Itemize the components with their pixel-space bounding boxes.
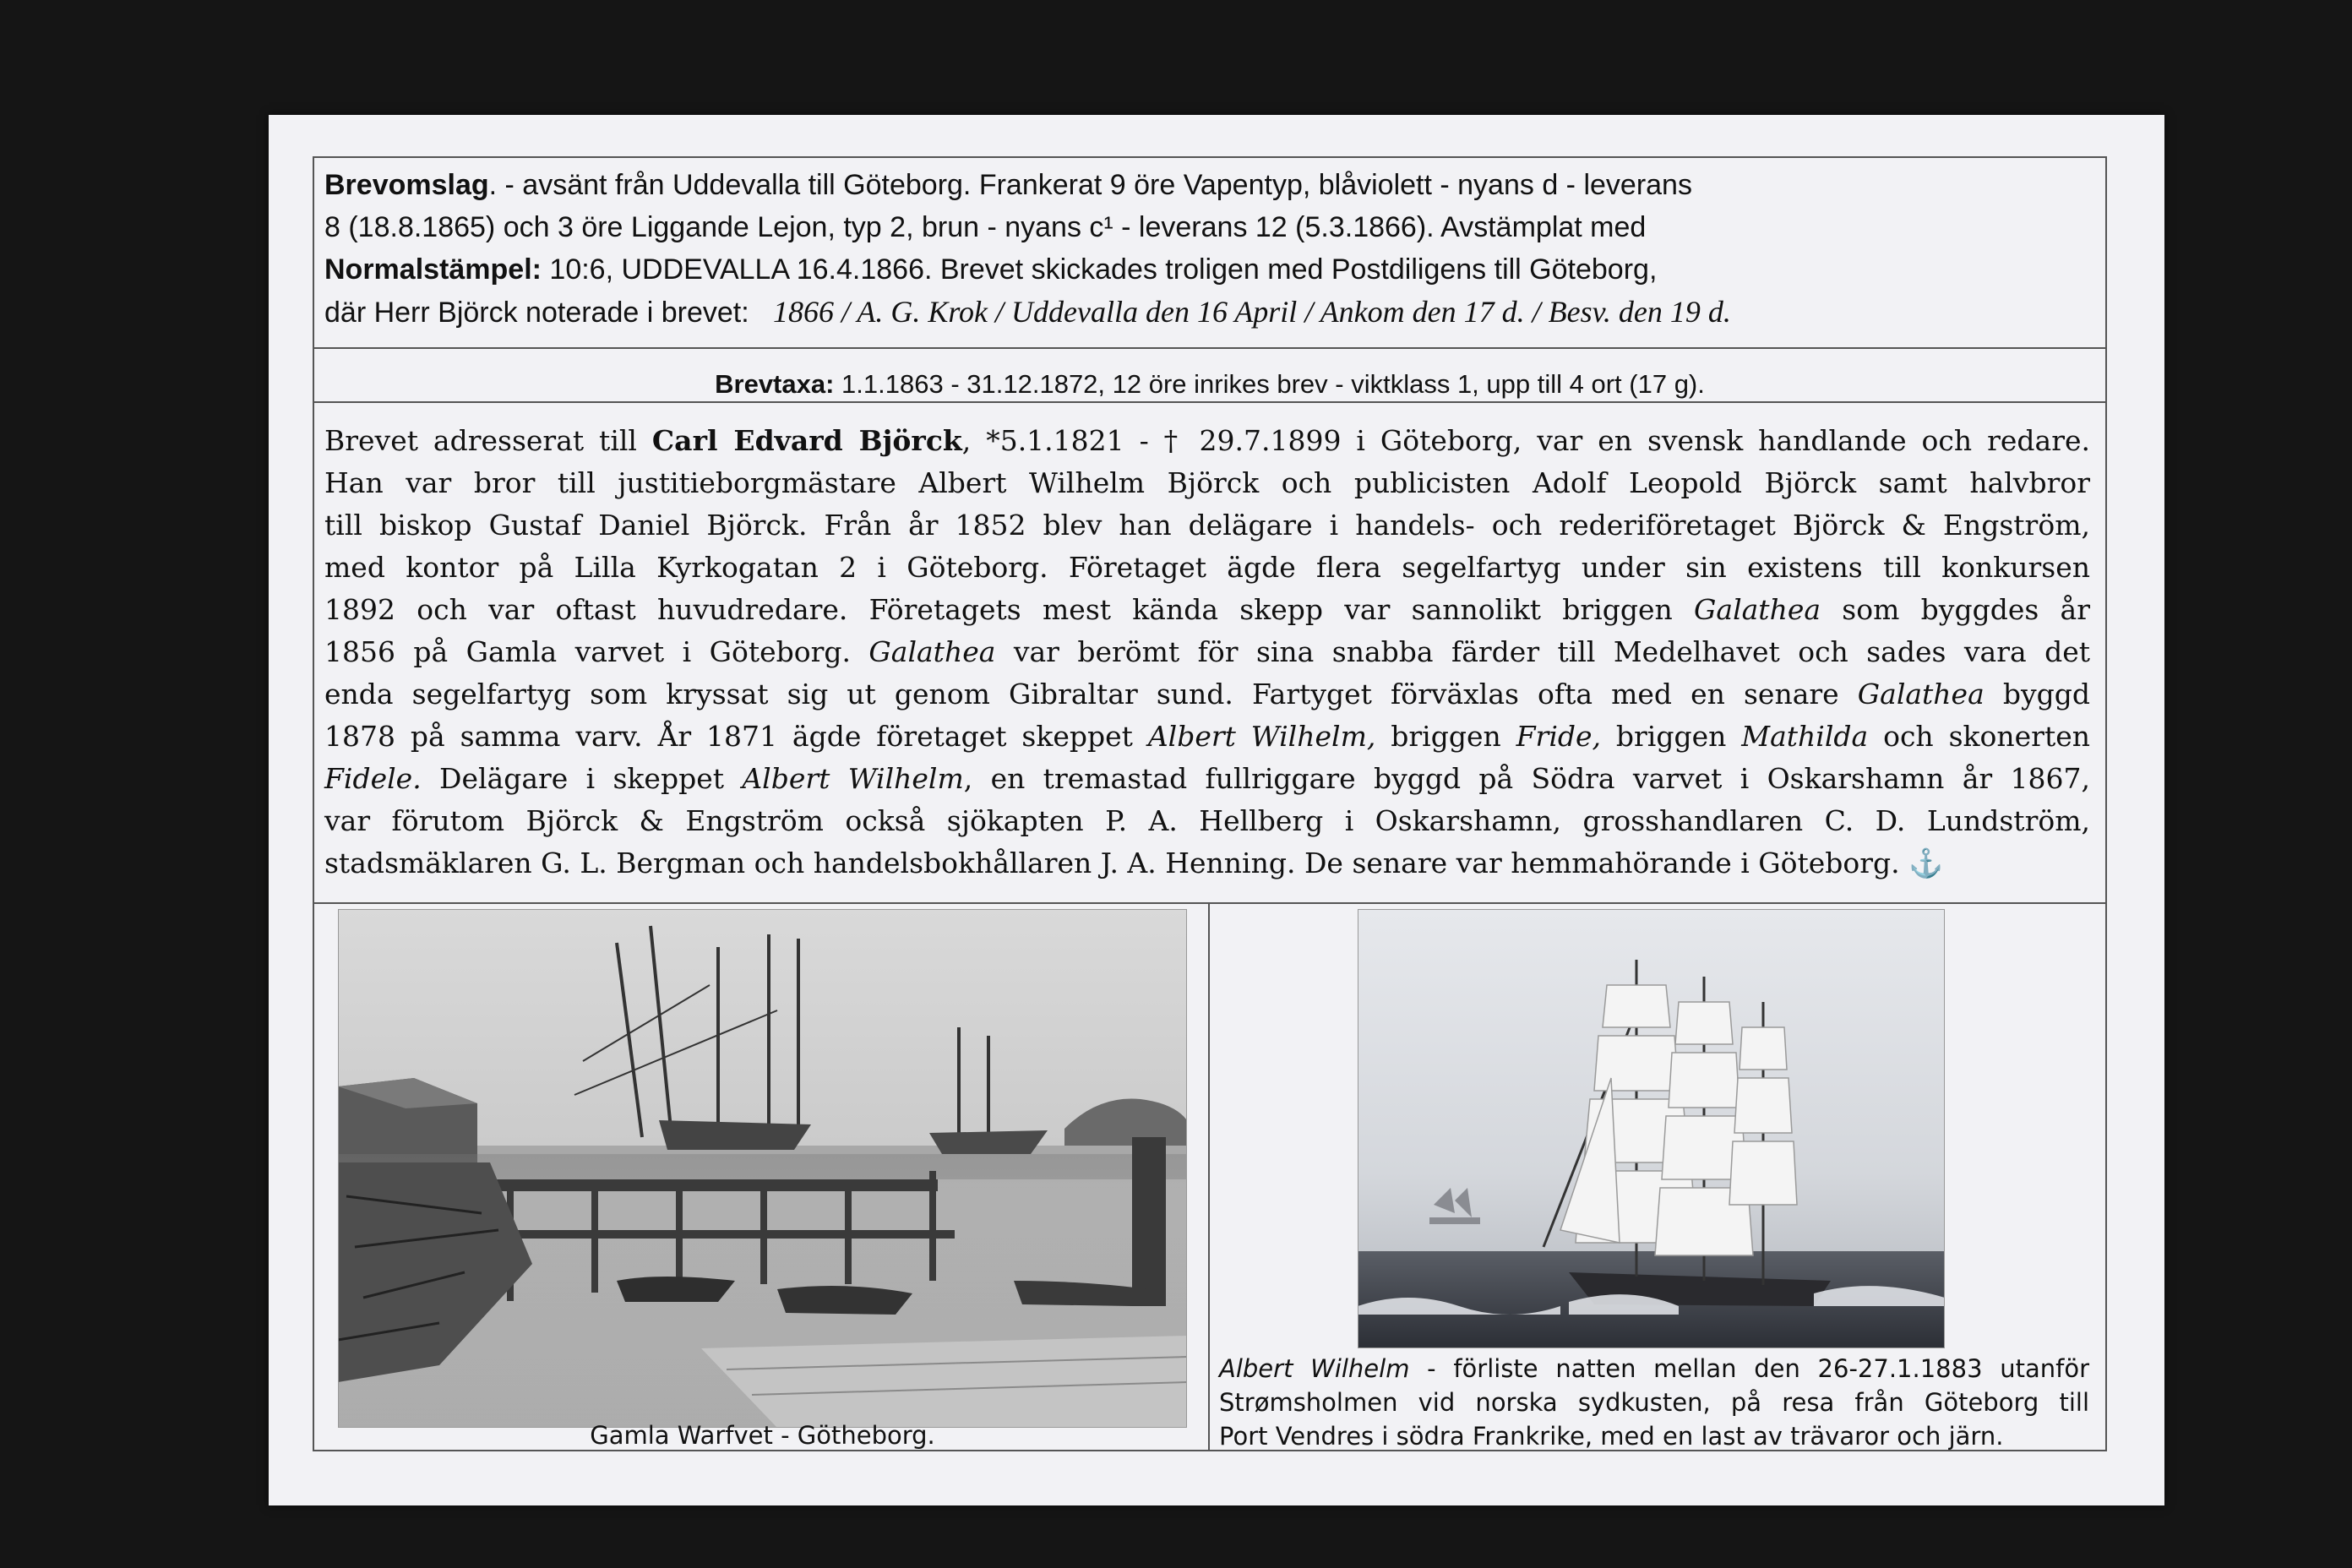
ship-caption (1219, 1352, 2089, 1453)
header-line-2: 8 (18.8.1865) och 3 öre Liggande Lejon, typ 2, brun - nyans c¹ - leverans 12 (5.3.1866). Avstämplat med (324, 211, 1647, 243)
caption-line: Strømsholmen vid norska sydkusten, på resa från Göteborg till (1219, 1388, 2089, 1417)
brevtaxa-row (313, 359, 2107, 410)
body-line: enda segelfartyg som kryssat sig ut genom Gibraltar sund. Fartyget förväxlas ofta med en senare Galathea byggd (324, 678, 2090, 710)
body-line: med kontor på Lilla Kyrkogatan 2 i Göteborg. Företaget ägde flera segelfartyg under sin existens till konkursen (324, 551, 2090, 584)
body-line: 1878 på samma varv. År 1871 ägde företaget skeppet Albert Wilhelm, briggen Fride, briggen Mathilda och skonerten (324, 720, 2090, 753)
body-line: stadsmäklaren G. L. Bergman och handelsbokhållaren J. A. Henning. De senare var hemmahörande i Göteborg. ⚓ (324, 847, 1944, 879)
biography-text (324, 420, 2090, 885)
header-block (324, 164, 2099, 334)
header-line-1: Brevomslag. - avsänt från Uddevalla till Göteborg. Frankerat 9 öre Vapentyp, blåviolett - nyans d - leverans (324, 169, 1692, 201)
body-line: var förutom Björck & Engström också sjökapten P. A. Hellberg i Oskarshamn, grosshandlaren C. D. Lundström, (324, 804, 2090, 837)
divider-header (313, 347, 2107, 349)
header-title: Brevomslag (324, 169, 489, 201)
header-line-3: Normalstämpel: 10:6, UDDEVALLA 16.4.1866. Brevet skickades troligen med Postdiligens till Göteborg, (324, 253, 1658, 286)
body-line: Brevet adresserat till Carl Edvard Björck, *5.1.1821 - † 29.7.1899 i Göteborg, var en svensk handlande och redare. (324, 424, 2090, 457)
stamp-type: Normalstämpel: (324, 253, 542, 286)
caption-line: Albert Wilhelm - förliste natten mellan den 26-27.1.1883 utanför (1219, 1354, 2089, 1383)
shipyard-caption: Gamla Warfvet - Götheborg. (590, 1421, 935, 1450)
header-line-4: där Herr Björck noterade i brevet: 1866 / A. G. Krok / Uddevalla den 16 April / Ankom den 17 d. / Besv. den 19 d. (324, 295, 1731, 329)
brevtaxa-label: Brevtaxa: (715, 369, 835, 399)
caption-line: Port Vendres i södra Frankrike, med en last av trävaror och järn. (1219, 1422, 2004, 1451)
brevtaxa-text: 1.1.1863 - 31.12.1872, 12 öre inrikes brev - viktklass 1, upp till 4 ort (17 g). (834, 369, 1705, 399)
divider-photos (1208, 902, 1210, 1451)
divider-body (313, 902, 2107, 904)
shipyard-photo (338, 909, 1187, 1428)
body-line: 1856 på Gamla varvet i Göteborg. Galathea var berömt för sina snabba färder till Medelhavet och sades vara det (324, 635, 2090, 668)
body-line: Han var bror till justitieborgmästare Albert Wilhelm Björck och publicisten Adolf Leopold Björck samt halvbror (324, 466, 2090, 499)
body-line: Fidele. Delägare i skeppet Albert Wilhelm, en tremastad fullriggare byggd på Södra varvet i Oskarshamn år 1867, (324, 762, 2090, 795)
ship-painting (1358, 909, 1945, 1348)
body-line: 1892 och var oftast huvudredare. Företagets mest kända skepp var sannolikt briggen Galathea som byggdes år (324, 593, 2091, 626)
body-line: till biskop Gustaf Daniel Björck. Från år 1852 blev han delägare i handels- och rederiföretaget Björck & Engström, (324, 509, 2090, 542)
letter-notation: 1866 / A. G. Krok / Uddevalla den 16 April / Ankom den 17 d. / Besv. den 19 d. (773, 295, 1731, 329)
